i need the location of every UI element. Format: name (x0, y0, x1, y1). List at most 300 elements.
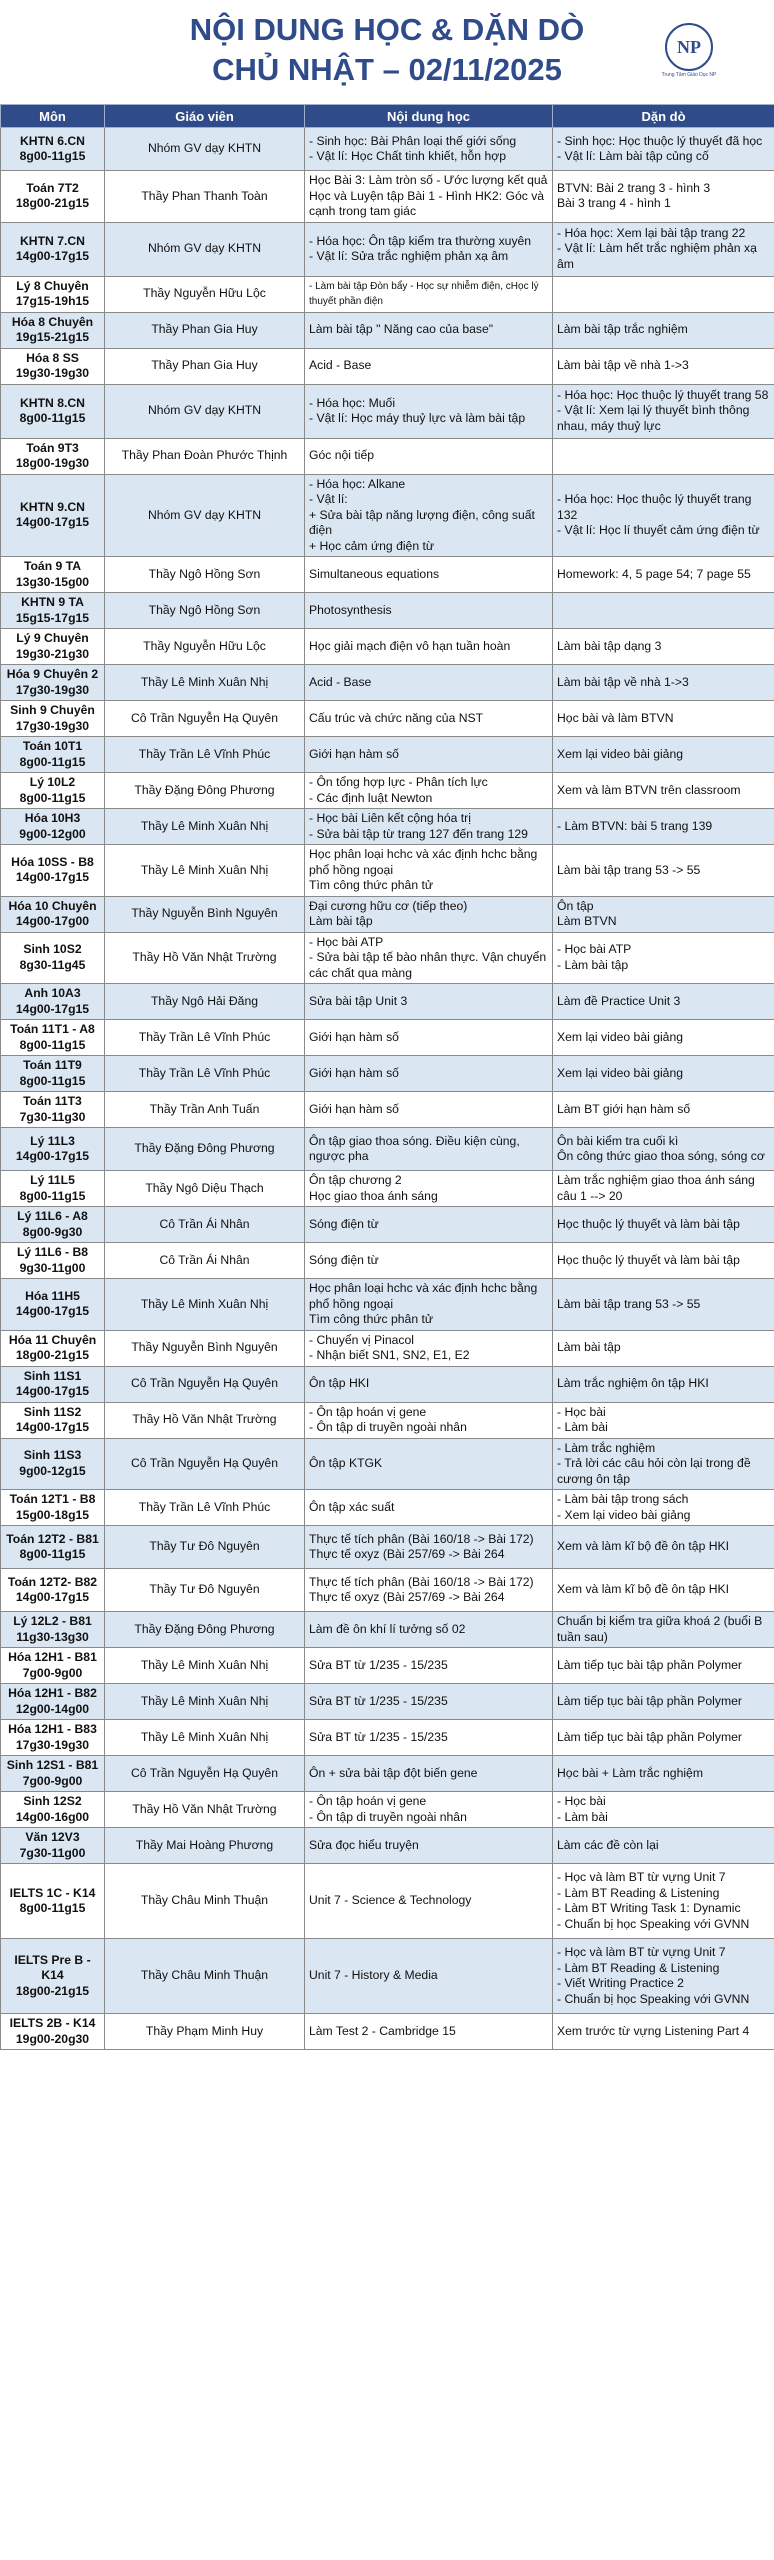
class-time: 14g00-17g15 (15, 1384, 90, 1398)
content-cell: Ôn tập xác suất (305, 1490, 553, 1526)
class-time: 8g00-11g15 (19, 790, 86, 805)
table-row (1, 1490, 774, 1526)
subject-cell (1, 1828, 105, 1864)
content-cell: Giới hạn hàm số (305, 1020, 553, 1056)
note-cell: Xem lại video bài giảng (553, 1056, 774, 1092)
table-row (1, 1756, 774, 1792)
note-cell: Làm trắc nghiệm giao thoa ánh sáng câu 1 --> 20 (553, 1171, 774, 1207)
subject-cell (1, 348, 105, 384)
subject-name: Hóa 12H1 - B82 (8, 1686, 97, 1700)
subject-cell (1, 665, 105, 701)
subject-name: IELTS Pre B - K14 (14, 1952, 91, 1983)
table-row (1, 1056, 774, 1092)
teacher-cell: Thầy Trần Lê Vĩnh Phúc (105, 1020, 305, 1056)
subject-name: KHTN 7.CN (19, 233, 85, 248)
table-row (1, 1828, 774, 1864)
subject-name: Sinh 9 Chuyên (10, 703, 95, 717)
class-time: 13g30-15g00 (15, 574, 90, 589)
class-time: 14g00-17g15 (15, 1304, 90, 1319)
class-time: 17g30-19g30 (15, 1737, 90, 1752)
subject-name: KHTN 9 TA (21, 595, 84, 609)
subject-name: Hóa 8 SS (26, 350, 79, 365)
teacher-cell: Cô Trần Ái Nhân (105, 1243, 305, 1279)
note-cell: Homework: 4, 5 page 54; 7 page 55 (553, 557, 774, 593)
col-header-content: Nội dung học (305, 105, 553, 128)
table-row (1, 896, 774, 932)
class-time: 8g00-11g15 (19, 1073, 86, 1088)
class-time: 18g00-21g15 (15, 1983, 90, 1998)
class-time: 8g00-11g15 (19, 1188, 86, 1203)
class-time: 8g30-11g45 (19, 957, 86, 972)
subject-name: Sinh 10S2 (23, 942, 82, 957)
content-cell: Ôn tập chương 2 Học giao thoa ánh sáng (305, 1171, 553, 1207)
subject-cell (1, 1526, 105, 1569)
class-time: 18g00-19g30 (15, 456, 90, 470)
subject-name: Lý 8 Chuyên (16, 278, 89, 293)
teacher-cell: Nhóm GV dạy KHTN (105, 128, 305, 171)
table-row (1, 1366, 774, 1402)
content-cell: - Hóa học: Alkane - Vật lí: + Sửa bài tập năng lượng điện, công suất điện + Học cảm ứng điện từ (305, 474, 553, 557)
subject-name: Toán 12T1 - B8 (9, 1492, 96, 1506)
content-cell: - Ôn tổng hợp lực - Phân tích lực - Các định luật Newton (305, 773, 553, 809)
table-row (1, 276, 774, 312)
class-time: 17g15-19h15 (15, 294, 90, 308)
teacher-cell: Thầy Lê Minh Xuân Nhị (105, 845, 305, 897)
table-row (1, 1648, 774, 1684)
table-row (1, 665, 774, 701)
teacher-cell: Nhóm GV dạy KHTN (105, 222, 305, 276)
table-row (1, 1612, 774, 1648)
table-row (1, 984, 774, 1020)
class-time: 15g00-18g15 (15, 1507, 90, 1522)
table-row (1, 1792, 774, 1828)
subject-name: Toán 9T3 (26, 440, 79, 455)
subject-cell (1, 984, 105, 1020)
content-cell: Ôn tập HKI (305, 1366, 553, 1402)
subject-cell (1, 1648, 105, 1684)
subject-cell (1, 1684, 105, 1720)
class-time: 14g00-17g15 (15, 515, 90, 530)
teacher-cell: Thầy Lê Minh Xuân Nhị (105, 809, 305, 845)
class-time: 14g00-16g00 (15, 1809, 90, 1824)
content-cell: - Hóa học: Ôn tập kiểm tra thường xuyên - Vật lí: Sửa trắc nghiệm phản xạ âm (305, 222, 553, 276)
note-cell: Ôn bài kiểm tra cuối kì Ôn công thức giao thoa sóng, sóng cơ (553, 1128, 774, 1171)
teacher-cell: Nhóm GV dạy KHTN (105, 384, 305, 438)
teacher-cell: Thầy Ngô Hồng Sơn (105, 557, 305, 593)
teacher-cell: Thầy Lê Minh Xuân Nhị (105, 1684, 305, 1720)
teacher-cell: Thầy Ngô Hồng Sơn (105, 593, 305, 629)
subject-cell (1, 1720, 105, 1756)
table-row (1, 348, 774, 384)
teacher-cell: Thầy Hồ Văn Nhật Trường (105, 1402, 305, 1438)
content-cell: Góc nội tiếp (305, 438, 553, 474)
subject-cell (1, 1056, 105, 1092)
subject-cell (1, 809, 105, 845)
subject-cell (1, 1279, 105, 1331)
logo-letters: NP (677, 37, 701, 57)
class-time: 17g30-19g30 (15, 718, 90, 733)
content-cell: Giới hạn hàm số (305, 1056, 553, 1092)
class-time: 11g30-13g30 (16, 1629, 89, 1644)
class-time: 8g00-11g15 (19, 1901, 86, 1915)
teacher-cell: Thầy Trần Lê Vĩnh Phúc (105, 737, 305, 773)
class-time: 14g00-17g15 (15, 1590, 90, 1604)
teacher-cell: Thầy Tư Đô Nguyên (105, 1526, 305, 1569)
class-time: 9g00-12g00 (19, 826, 86, 841)
content-cell: Sửa BT từ 1/235 - 15/235 (305, 1648, 553, 1684)
table-row (1, 438, 774, 474)
teacher-cell: Thầy Đặng Đông Phương (105, 1128, 305, 1171)
content-cell: Sửa đọc hiểu truyện (305, 1828, 553, 1864)
note-cell: Ôn tập Làm BTVN (553, 896, 774, 932)
subject-cell (1, 932, 105, 984)
subject-name: KHTN 6.CN (19, 133, 85, 148)
class-time: 14g00-17g00 (15, 914, 90, 928)
note-cell: - Học và làm BT từ vựng Unit 7 - Làm BT Reading & Listening - Làm BT Writing Task 1: Dynamic - Chuẩn bị học Speaking với GVNN (553, 1864, 774, 1939)
content-cell: - Chuyển vị Pinacol - Nhận biết SN1, SN2, E1, E2 (305, 1330, 553, 1366)
content-cell: - Hóa học: Muối - Vật lí: Học máy thuỷ lực và làm bài tập (305, 384, 553, 438)
teacher-cell: Nhóm GV dạy KHTN (105, 474, 305, 557)
teacher-cell: Thầy Phan Thanh Toàn (105, 171, 305, 223)
logo-icon (664, 22, 714, 72)
teacher-cell: Cô Trần Nguyễn Hạ Quyên (105, 1438, 305, 1490)
subject-cell (1, 1366, 105, 1402)
teacher-cell: Thầy Nguyễn Hữu Lộc (105, 276, 305, 312)
table-row (1, 1207, 774, 1243)
class-time: 14g00-17g15 (15, 870, 90, 885)
subject-name: Hóa 12H1 - B81 (8, 1650, 97, 1664)
subject-name: Hóa 11H5 (25, 1288, 80, 1303)
note-cell: Chuẩn bị kiểm tra giữa khoá 2 (buổi B tuần sau) (553, 1612, 774, 1648)
table-row (1, 2014, 774, 2050)
class-time: 19g00-20g30 (15, 2031, 90, 2046)
subject-name: Lý 12L2 - B81 (13, 1614, 92, 1628)
class-time: 14g00-17g15 (15, 1001, 90, 1016)
content-cell: Cấu trúc và chức năng của NST (305, 701, 553, 737)
note-cell: Làm đề Practice Unit 3 (553, 984, 774, 1020)
content-cell: Đại cương hữu cơ (tiếp theo) Làm bài tập (305, 896, 553, 932)
table-row (1, 1864, 774, 1939)
note-cell: Xem lại video bài giảng (553, 737, 774, 773)
note-cell: - Học bài - Làm bài (553, 1402, 774, 1438)
content-cell: - Ôn tập hoán vị gene - Ôn tập di truyền ngoài nhân (305, 1792, 553, 1828)
content-cell: Học phân loại hchc và xác định hchc bằng phổ hồng ngoại Tìm công thức phân tử (305, 845, 553, 897)
col-header-subject: Môn (1, 105, 105, 128)
teacher-cell: Cô Trần Nguyễn Hạ Quyên (105, 701, 305, 737)
teacher-cell: Thầy Phan Gia Huy (105, 348, 305, 384)
subject-cell (1, 1490, 105, 1526)
table-row (1, 171, 774, 223)
subject-cell (1, 1864, 105, 1939)
subject-cell (1, 1792, 105, 1828)
content-cell: - Học bài ATP - Sửa bài tập tế bào nhân thực. Vận chuyển các chất qua màng (305, 932, 553, 984)
table-row (1, 773, 774, 809)
content-cell: Unit 7 - Science & Technology (305, 1864, 553, 1939)
subject-name: Toán 7T2 (26, 180, 79, 195)
subject-name: Lý 10L2 (29, 775, 76, 789)
class-time: 8g00-11g15 (19, 1547, 86, 1561)
subject-name: KHTN 9.CN (19, 499, 85, 514)
class-time: 7g00-9g00 (22, 1773, 83, 1788)
table-body (1, 128, 774, 2050)
subject-cell (1, 845, 105, 897)
table-row (1, 629, 774, 665)
class-time: 9g30-11g00 (19, 1260, 86, 1275)
class-time: 14g00-17g15 (15, 1420, 90, 1434)
content-cell: Acid - Base (305, 665, 553, 701)
subject-cell (1, 312, 105, 348)
note-cell: Làm BT giới hạn hàm số (553, 1092, 774, 1128)
subject-name: Văn 12V3 (25, 1830, 80, 1844)
table-row (1, 1279, 774, 1331)
class-time: 18g00-21g15 (15, 1348, 90, 1362)
subject-cell (1, 384, 105, 438)
subject-cell (1, 1092, 105, 1128)
note-cell: Làm tiếp tục bài tập phần Polymer (553, 1648, 774, 1684)
subject-cell (1, 438, 105, 474)
teacher-cell: Cô Trần Nguyễn Hạ Quyên (105, 1366, 305, 1402)
note-cell: BTVN: Bài 2 trang 3 - hình 3 Bài 3 trang 4 - hình 1 (553, 171, 774, 223)
schedule-table (0, 104, 774, 2050)
class-time: 17g30-19g30 (15, 682, 90, 697)
table-row (1, 474, 774, 557)
table-row (1, 1939, 774, 2014)
subject-cell (1, 557, 105, 593)
subject-name: Hóa 11 Chuyên (8, 1332, 97, 1347)
note-cell: Làm bài tập về nhà 1->3 (553, 348, 774, 384)
note-cell: Làm bài tập (553, 1330, 774, 1366)
class-time: 19g30-21g30 (15, 646, 90, 661)
subject-name: Toán 11T3 (23, 1094, 82, 1108)
subject-name: Toán 11T1 - A8 (10, 1022, 95, 1036)
table-row (1, 845, 774, 897)
teacher-cell: Cô Trần Nguyễn Hạ Quyên (105, 1756, 305, 1792)
subject-name: Sinh 11S1 (23, 1368, 82, 1383)
table-row (1, 1020, 774, 1056)
subject-cell (1, 128, 105, 171)
subject-cell (1, 1171, 105, 1207)
note-cell: Làm bài tập trang 53 -> 55 (553, 845, 774, 897)
logo-slogan: Trung Tâm Giáo Dục NP (661, 72, 717, 78)
content-cell: Học Bài 3: Làm tròn số - Ước lượng kết quả Học và Luyện tập Bài 1 - Hình HK2: Góc và cạnh trong tam giác (305, 171, 553, 223)
content-cell: Sửa BT từ 1/235 - 15/235 (305, 1720, 553, 1756)
note-cell (553, 438, 774, 474)
table-row (1, 128, 774, 171)
teacher-cell: Thầy Ngô Diệu Thạch (105, 1171, 305, 1207)
note-cell: - Làm bài tập trong sách - Xem lại video bài giảng (553, 1490, 774, 1526)
content-cell: Ôn tập giao thoa sóng. Điều kiện cùng, ngược pha (305, 1128, 553, 1171)
table-row (1, 593, 774, 629)
note-cell: - Học bài ATP - Làm bài tập (553, 932, 774, 984)
table-row (1, 1438, 774, 1490)
class-time: 14g00-17g15 (15, 1149, 90, 1163)
subject-cell (1, 474, 105, 557)
col-header-note: Dặn dò (553, 105, 774, 128)
subject-name: Toán 9 TA (23, 559, 82, 573)
subject-cell (1, 2014, 105, 2050)
note-cell: Làm bài tập trắc nghiệm (553, 312, 774, 348)
teacher-cell: Thầy Trần Lê Vĩnh Phúc (105, 1490, 305, 1526)
content-cell: Sửa BT từ 1/235 - 15/235 (305, 1684, 553, 1720)
note-cell: Làm bài tập về nhà 1->3 (553, 665, 774, 701)
subject-name: IELTS 1C - K14 (9, 1885, 96, 1900)
page-date: CHỦ NHẬT – 02/11/2025 (212, 52, 562, 87)
subject-name: Hóa 8 Chuyên (11, 314, 94, 329)
content-cell: - Ôn tập hoán vị gene - Ôn tập di truyền ngoài nhân (305, 1402, 553, 1438)
content-cell: Làm Test 2 - Cambridge 15 (305, 2014, 553, 2050)
subject-name: IELTS 2B - K14 (9, 2016, 96, 2030)
note-cell: - Hóa học: Học thuộc lý thuyết trang 58 - Vật lí: Xem lại lý thuyết bình thông nhau, máy thuỷ lực (553, 384, 774, 438)
note-cell: Học bài + Làm trắc nghiệm (553, 1756, 774, 1792)
subject-name: Toán 12T2- B82 (7, 1574, 98, 1589)
note-cell: Xem lại video bài giảng (553, 1020, 774, 1056)
teacher-cell: Thầy Hồ Văn Nhật Trường (105, 1792, 305, 1828)
col-header-teacher: Giáo viên (105, 105, 305, 128)
subject-cell (1, 222, 105, 276)
subject-cell (1, 1020, 105, 1056)
table-row (1, 1243, 774, 1279)
table-row (1, 222, 774, 276)
subject-name: Lý 11L6 - B8 (16, 1245, 89, 1259)
class-time: 8g00-11g15 (19, 411, 86, 425)
class-time: 19g30-19g30 (15, 366, 90, 380)
note-cell: Học thuộc lý thuyết và làm bài tập (553, 1243, 774, 1279)
note-cell: Làm các đề còn lại (553, 1828, 774, 1864)
subject-cell (1, 1438, 105, 1490)
subject-cell (1, 1612, 105, 1648)
teacher-cell: Thầy Nguyễn Bình Nguyên (105, 896, 305, 932)
subject-cell (1, 896, 105, 932)
note-cell: Làm tiếp tục bài tập phần Polymer (553, 1720, 774, 1756)
teacher-cell: Thầy Đặng Đông Phương (105, 773, 305, 809)
subject-cell (1, 629, 105, 665)
note-cell: - Học bài - Làm bài (553, 1792, 774, 1828)
class-time: 14g00-17g15 (15, 249, 90, 263)
subject-cell (1, 701, 105, 737)
note-cell: Xem và làm kĩ bộ đề ôn tập HKI (553, 1569, 774, 1612)
class-time: 8g00-11g15 (19, 149, 86, 163)
table-row (1, 1569, 774, 1612)
subject-name: Lý 9 Chuyên (16, 631, 89, 645)
class-time: 18g00-21g15 (15, 196, 90, 211)
content-cell: Làm bài tập " Năng cao của base" (305, 312, 553, 348)
subject-name: Hóa 10 Chuyên (8, 898, 97, 913)
content-cell: - Học bài Liên kết cộng hóa trị - Sửa bài tập từ trang 127 đến trang 129 (305, 809, 553, 845)
note-cell: Làm bài tập dạng 3 (553, 629, 774, 665)
table-row (1, 312, 774, 348)
teacher-cell: Thầy Phạm Minh Huy (105, 2014, 305, 2050)
subject-cell (1, 593, 105, 629)
content-cell: Sóng điện từ (305, 1243, 553, 1279)
note-cell: Xem và làm kĩ bộ đề ôn tập HKI (553, 1526, 774, 1569)
subject-name: Sinh 11S3 (23, 1448, 82, 1463)
table-row (1, 384, 774, 438)
note-cell: Làm bài tập trang 53 -> 55 (553, 1279, 774, 1331)
note-cell: - Học và làm BT từ vựng Unit 7 - Làm BT Reading & Listening - Viết Writing Practice 2 - Chuẩn bị học Speaking với GVNN (553, 1939, 774, 2014)
subject-name: Toán 11T9 (23, 1058, 82, 1072)
teacher-cell: Thầy Lê Minh Xuân Nhị (105, 1648, 305, 1684)
class-time: 15g15-17g15 (15, 610, 90, 625)
class-time: 9g00-12g15 (19, 1463, 86, 1478)
note-cell: - Hóa học: Học thuộc lý thuyết trang 132 - Vật lí: Học lí thuyết cảm ứng điện từ (553, 474, 774, 557)
subject-cell (1, 773, 105, 809)
subject-name: Anh 10A3 (24, 986, 81, 1000)
page-title: NỘI DUNG HỌC & DẶN DÒ (189, 12, 585, 47)
teacher-cell: Thầy Phan Đoàn Phước Thịnh (105, 438, 305, 474)
content-cell: Thực tế tích phân (Bài 160/18 -> Bài 172) Thực tế oxyz (Bài 257/69 -> Bài 264 (305, 1569, 553, 1612)
class-time: 7g00-9g00 (22, 1665, 83, 1680)
teacher-cell: Thầy Châu Minh Thuận (105, 1939, 305, 2014)
teacher-cell: Thầy Trần Lê Vĩnh Phúc (105, 1056, 305, 1092)
class-time: 7g30-11g00 (19, 1845, 86, 1860)
class-time: 12g00-14g00 (15, 1701, 90, 1716)
table-row (1, 557, 774, 593)
subject-name: Lý 11L6 - A8 (17, 1209, 88, 1223)
subject-cell (1, 1128, 105, 1171)
table-row (1, 1402, 774, 1438)
subject-name: Lý 11L5 (30, 1173, 75, 1187)
note-cell: Học thuộc lý thuyết và làm bài tập (553, 1207, 774, 1243)
page-header (0, 0, 774, 104)
center-logo (661, 22, 717, 78)
class-time: 8g00-11g15 (19, 754, 86, 769)
note-cell: - Làm trắc nghiệm - Trả lời các câu hỏi còn lại trong đề cương ôn tập (553, 1438, 774, 1490)
teacher-cell: Cô Trần Ái Nhân (105, 1207, 305, 1243)
teacher-cell: Thầy Tư Đô Nguyên (105, 1569, 305, 1612)
table-row (1, 1128, 774, 1171)
content-cell: Unit 7 - History & Media (305, 1939, 553, 2014)
table-row (1, 1526, 774, 1569)
content-cell: - Làm bài tập Đòn bẩy - Học sự nhiễm điện, cHọc lý thuyết phần điện (305, 276, 553, 312)
subject-cell (1, 1243, 105, 1279)
content-cell: Giới hạn hàm số (305, 737, 553, 773)
note-cell (553, 593, 774, 629)
subject-name: Sinh 11S2 (23, 1404, 82, 1419)
subject-cell (1, 1207, 105, 1243)
content-cell: Ôn tập KTGK (305, 1438, 553, 1490)
table-row (1, 1720, 774, 1756)
subject-name: Hóa 10SS - B8 (11, 854, 94, 869)
subject-cell (1, 1569, 105, 1612)
note-cell: - Sinh học: Học thuộc lý thuyết đã học - Vật lí: Làm bài tập củng cố (553, 128, 774, 171)
content-cell: Acid - Base (305, 348, 553, 384)
content-cell: Học phân loại hchc và xác định hchc bằng phổ hồng ngoại Tìm công thức phân tử (305, 1279, 553, 1331)
table-row (1, 1330, 774, 1366)
note-cell: Học bài và làm BTVN (553, 701, 774, 737)
note-cell: Làm tiếp tục bài tập phần Polymer (553, 1684, 774, 1720)
subject-name: Hóa 9 Chuyên 2 (6, 667, 99, 681)
subject-cell (1, 737, 105, 773)
teacher-cell: Thầy Phan Gia Huy (105, 312, 305, 348)
note-cell: Làm trắc nghiệm ôn tập HKI (553, 1366, 774, 1402)
table-row (1, 932, 774, 984)
subject-name: Hóa 10H3 (24, 811, 81, 825)
teacher-cell: Thầy Mai Hoàng Phương (105, 1828, 305, 1864)
subject-cell (1, 276, 105, 312)
content-cell: - Sinh học: Bài Phân loại thế giới sống - Vật lí: Học Chất tinh khiết, hỗn hợp (305, 128, 553, 171)
class-time: 8g00-9g30 (22, 1224, 83, 1239)
table-row (1, 1092, 774, 1128)
teacher-cell: Thầy Lê Minh Xuân Nhị (105, 1279, 305, 1331)
table-row (1, 809, 774, 845)
content-cell: Simultaneous equations (305, 557, 553, 593)
teacher-cell: Thầy Lê Minh Xuân Nhị (105, 665, 305, 701)
subject-cell (1, 1756, 105, 1792)
content-cell: Sóng điện từ (305, 1207, 553, 1243)
subject-name: Toán 10T1 (22, 739, 83, 753)
teacher-cell: Thầy Trần Anh Tuấn (105, 1092, 305, 1128)
content-cell: Photosynthesis (305, 593, 553, 629)
